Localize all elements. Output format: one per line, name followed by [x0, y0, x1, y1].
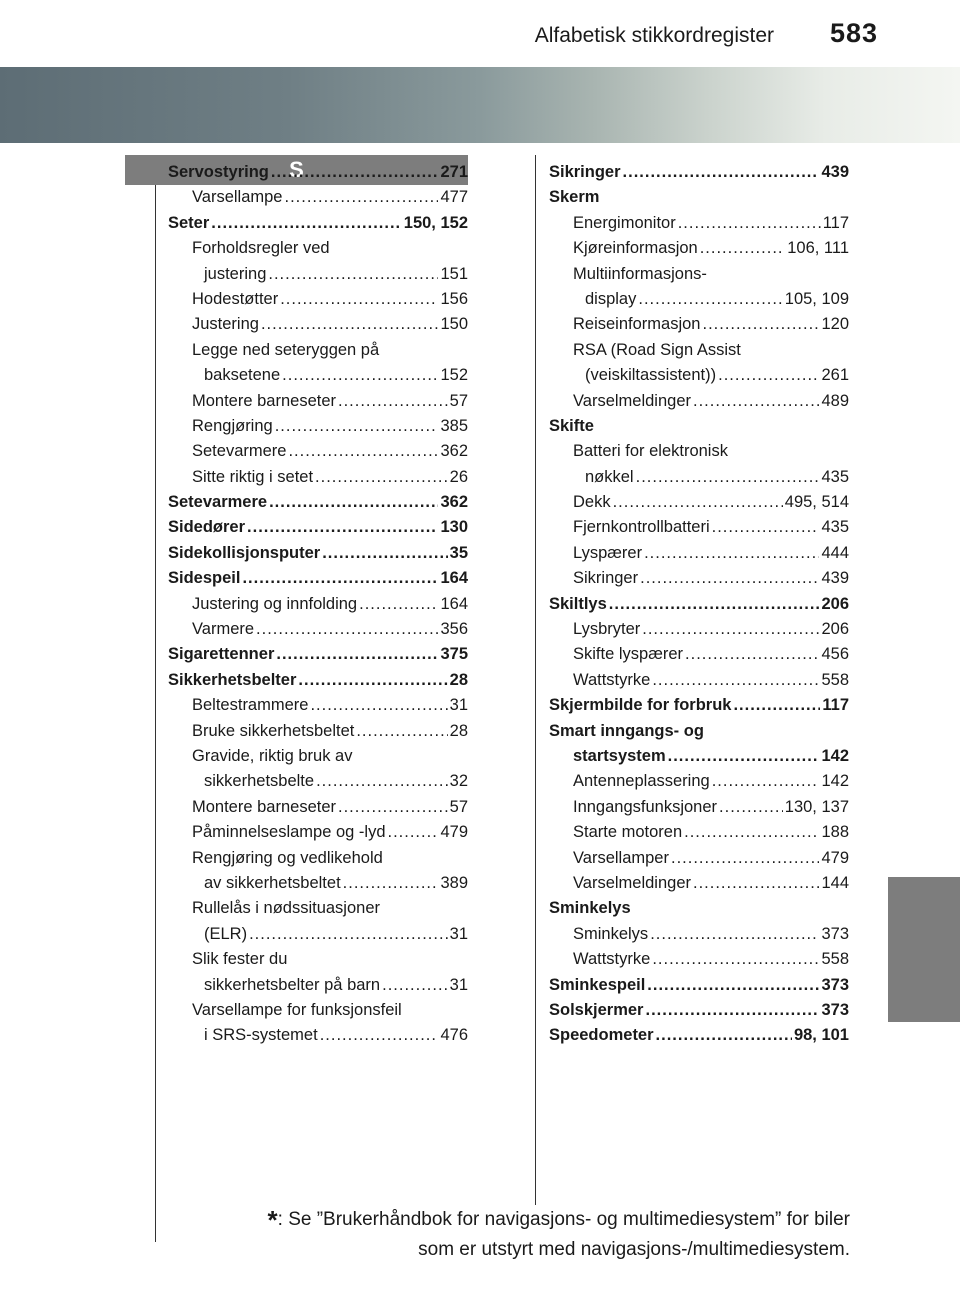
- index-entry-page: 130: [440, 518, 468, 537]
- index-entry: [168, 846, 468, 871]
- index-column-right: [549, 160, 849, 1049]
- index-entry: [549, 414, 849, 439]
- index-entry-page: 362: [440, 493, 468, 512]
- index-entry-page: 375: [440, 645, 468, 664]
- index-entry-term: Sikringer: [549, 163, 621, 181]
- header-title: Alfabetisk stikkordregister: [534, 24, 774, 47]
- index-entry-term: sikkerhetsbelte: [204, 772, 315, 791]
- index-entry: [549, 262, 849, 287]
- index-entry-leader: [269, 490, 438, 515]
- index-entry-term: Skjermbilde for forbruk: [549, 696, 732, 715]
- index-entry: [549, 922, 849, 947]
- index-entry-page: 188: [821, 823, 849, 842]
- index-entry: [168, 871, 468, 896]
- index-entry-page: 150, 152: [403, 213, 468, 232]
- index-entry: [549, 465, 849, 490]
- index-entry-term: Rullelås i nødssituasjoner: [192, 899, 381, 918]
- index-entry-leader: [712, 769, 820, 794]
- index-entry-leader: [712, 515, 820, 540]
- index-entry-leader: [652, 668, 819, 693]
- index-entry-term: Sidekollisjonsputer: [168, 543, 321, 562]
- index-entry-term: Bruke sikkerhetsbeltet: [192, 721, 355, 740]
- index-entry: [168, 973, 468, 998]
- index-entry-page: 356: [440, 620, 468, 639]
- index-entry-term: Varsellamper: [573, 848, 669, 867]
- index-entry: [168, 312, 468, 337]
- index-entry-page: 164: [440, 569, 468, 588]
- index-entry-page: 477: [440, 188, 468, 207]
- index-entry-leader: [320, 1023, 439, 1048]
- index-entry-page: 476: [440, 1026, 468, 1045]
- index-entry: [168, 414, 468, 439]
- index-entry-page: 456: [821, 645, 849, 664]
- index-entry-page: 271: [440, 163, 468, 181]
- index-entry: [549, 439, 849, 464]
- index-entry-leader: [242, 566, 438, 591]
- index-entry-leader: [356, 719, 447, 744]
- index-entry-term: Antenneplassering: [573, 772, 710, 791]
- index-entry-page: 120: [821, 315, 849, 334]
- index-entry-page: 35: [449, 543, 468, 562]
- index-entry-leader: [645, 998, 819, 1023]
- index-entry-term: startsystem: [573, 746, 666, 765]
- index-entry: [168, 592, 468, 617]
- index-entry-leader: [316, 769, 448, 794]
- index-entry-leader: [685, 642, 819, 667]
- index-entry-page: 373: [821, 975, 849, 994]
- index-entry: [549, 363, 849, 388]
- index-entry-page: 385: [440, 416, 468, 435]
- index-entry-term: display: [585, 289, 637, 308]
- index-entry-page: 373: [821, 924, 849, 943]
- index-entry-term: Rengjøring: [192, 416, 273, 435]
- index-entry-leader: [671, 846, 819, 871]
- index-entry-term: RSA (Road Sign Assist: [573, 340, 741, 359]
- index-entry-leader: [282, 363, 438, 388]
- index-entry: [168, 947, 468, 972]
- index-entry: [549, 719, 849, 744]
- page-number: 583: [829, 18, 878, 48]
- index-entry: [168, 236, 468, 261]
- index-entry: [549, 693, 849, 718]
- index-entry-page: 150: [440, 315, 468, 334]
- index-entry-leader: [280, 287, 438, 312]
- index-entry: [549, 795, 849, 820]
- index-entry-page: 435: [821, 518, 849, 537]
- index-entry: [168, 1023, 468, 1048]
- index-entry-term: Beltestrammere: [192, 696, 309, 715]
- index-entry: [168, 465, 468, 490]
- index-entry-term: Varsellampe: [192, 188, 283, 207]
- index-entry-term: Smart inngangs- og: [549, 721, 704, 740]
- index-entry: [549, 642, 849, 667]
- index-entry: [168, 922, 468, 947]
- index-entry-page: 31: [449, 924, 468, 943]
- index-entry: [168, 998, 468, 1023]
- index-entry-term: Sidespeil: [168, 569, 241, 588]
- index-entry: [168, 541, 468, 566]
- index-entry: [549, 566, 849, 591]
- index-entry-term: Starte motoren: [573, 823, 683, 842]
- index-entry-page: 558: [821, 950, 849, 969]
- index-entry-page: 206: [821, 620, 849, 639]
- index-entry-leader: [644, 541, 819, 566]
- index-entry-page: 151: [440, 264, 468, 283]
- index-entry-page: 495, 514: [784, 493, 849, 512]
- index-entry-term: Seter: [168, 213, 210, 232]
- index-entry-leader: [298, 668, 447, 693]
- index-entry-term: Speedometer: [549, 1026, 654, 1045]
- index-entry-term: Varsellampe for funksjonsfeil: [192, 1000, 402, 1019]
- index-entry-term: Skiltlys: [549, 594, 607, 613]
- index-entry-leader: [359, 592, 438, 617]
- index-entry-term: Varselmeldinger: [573, 391, 691, 410]
- index-entry: [168, 769, 468, 794]
- index-entry-term: Montere barneseter: [192, 797, 336, 816]
- index-entry-term: Skerm: [549, 188, 600, 207]
- index-entry-term: Påminnelseslampe og -lyd: [192, 823, 386, 842]
- index-entry-leader: [693, 389, 819, 414]
- index-entry: [168, 211, 468, 236]
- index-entry-term: Inngangsfunksjoner: [573, 797, 718, 816]
- index-entry-leader: [338, 389, 448, 414]
- index-entry-term: Lysbryter: [573, 620, 641, 639]
- index-entry-leader: [382, 973, 448, 998]
- index-entry: [168, 439, 468, 464]
- index-entry: [549, 490, 849, 515]
- index-entry: [549, 1023, 849, 1048]
- index-entry: [549, 871, 849, 896]
- index-entry-page: 130, 137: [784, 797, 849, 816]
- index-entry-leader: [678, 211, 821, 236]
- index-entry: [168, 617, 468, 642]
- index-entry-term: Gravide, riktig bruk av: [192, 746, 353, 765]
- index-entry-page: 117: [822, 213, 849, 232]
- index-entry-term: Servostyring: [168, 163, 269, 181]
- index-entry: [168, 693, 468, 718]
- index-entry-page: 373: [821, 1000, 849, 1019]
- index-entry: [168, 515, 468, 540]
- index-entry-page: 164: [440, 594, 468, 613]
- index-entry-term: Forholdsregler ved: [192, 239, 330, 258]
- index-entry-term: Varmere: [192, 620, 255, 639]
- index-entry-leader: [642, 617, 819, 642]
- index-entry-page: 439: [821, 569, 849, 588]
- index-entry: [168, 566, 468, 591]
- index-entry: [549, 668, 849, 693]
- index-entry-page: 444: [821, 543, 849, 562]
- index-entry: [549, 515, 849, 540]
- index-entry-term: Sminkelys: [549, 899, 631, 918]
- index-entry-page: 144: [821, 873, 849, 892]
- index-entry-leader: [288, 439, 438, 464]
- index-entry-page: 389: [440, 873, 468, 892]
- index-entry-page: 439: [821, 163, 849, 181]
- footnote-line-2: som er utstyrt med navigasjons-/multimediesystem.: [418, 1239, 850, 1260]
- index-entry-term: Sitte riktig i setet: [192, 467, 314, 486]
- index-entry-leader: [343, 871, 439, 896]
- index-entry-page: 26: [449, 467, 468, 486]
- index-entry-page: 435: [821, 467, 849, 486]
- index-entry-page: 105, 109: [784, 289, 849, 308]
- index-entry-page: 156: [440, 289, 468, 308]
- index-entry-term: Setevarmere: [192, 442, 287, 461]
- index-entry-term: Justering: [192, 315, 259, 334]
- index-entry-term: Legge ned seteryggen på: [192, 340, 380, 359]
- index-entry-term: Justering og innfolding: [192, 594, 358, 613]
- index-entry-term: Sminkespeil: [549, 975, 646, 994]
- index-entry-term: av sikkerhetsbeltet: [204, 873, 341, 892]
- index-entry-page: 28: [449, 670, 468, 689]
- index-entry-leader: [310, 693, 447, 718]
- index-entry: [549, 287, 849, 312]
- index-entry-term: Energimonitor: [573, 213, 676, 232]
- index-entry-term: Dekk: [573, 493, 611, 512]
- index-entry-leader: [211, 211, 401, 236]
- index-entry-term: Solskjermer: [549, 1000, 644, 1019]
- index-entry: [168, 896, 468, 921]
- index-entry-term: Sidedører: [168, 518, 246, 537]
- index-entry-leader: [315, 465, 448, 490]
- index-entry-page: 479: [821, 848, 849, 867]
- index-entry: [168, 338, 468, 363]
- index-entry-term: Hodestøtter: [192, 289, 279, 308]
- index-entry-term: Sikringer: [573, 569, 639, 588]
- index-entry-page: 558: [821, 670, 849, 689]
- index-entry: [168, 795, 468, 820]
- index-entry-page: 152: [440, 366, 468, 385]
- index-entry: [549, 160, 849, 185]
- index-entry-term: Multiinformasjons-: [573, 264, 707, 283]
- index-entry-term: Kjøreinformasjon: [573, 239, 698, 258]
- index-entry-leader: [693, 871, 819, 896]
- index-entry-leader: [261, 312, 439, 337]
- index-entry-term: Fjernkontrollbatteri: [573, 518, 710, 537]
- index-entry-page: 489: [821, 391, 849, 410]
- index-entry-page: 117: [822, 696, 849, 715]
- index-entry-page: 261: [821, 366, 849, 385]
- index-entry-leader: [702, 312, 819, 337]
- index-entry: [549, 592, 849, 617]
- index-entry-leader: [656, 1023, 792, 1048]
- index-entry-leader: [733, 693, 820, 718]
- index-entry-leader: [684, 820, 819, 845]
- index-entry-page: 57: [449, 391, 468, 410]
- index-entry-leader: [623, 160, 820, 185]
- index-entry-page: 142: [821, 772, 849, 791]
- index-entry: [168, 185, 468, 210]
- index-entry: [549, 389, 849, 414]
- index-entry: [168, 820, 468, 845]
- index-entry: [168, 719, 468, 744]
- section-letter-header: S: [125, 155, 468, 185]
- footnote-line-1: [210, 1205, 850, 1235]
- index-entry-term: Wattstyrke: [573, 670, 651, 689]
- index-entry: [168, 160, 468, 185]
- index-entry-term: Skifte: [549, 416, 594, 435]
- index-entry-term: Rengjøring og vedlikehold: [192, 848, 383, 867]
- index-entry-leader: [276, 642, 438, 667]
- index-entry: [549, 896, 849, 921]
- index-entry-page: 98, 101: [793, 1026, 849, 1045]
- footnote-text-1: : Se ”Brukerhåndbok for navigasjons- og multimediesystem” for biler: [277, 1209, 850, 1230]
- index-entry: [168, 363, 468, 388]
- index-entry-term: Sikkerhetsbelter: [168, 670, 297, 689]
- index-entry-term: (veiskiltassistent)): [585, 366, 717, 385]
- index-entry-leader: [650, 922, 819, 947]
- index-entry-page: 362: [440, 442, 468, 461]
- index-entry-leader: [609, 592, 820, 617]
- index-entry: [549, 947, 849, 972]
- index-entry: [168, 642, 468, 667]
- index-entry-page: 32: [449, 772, 468, 791]
- index-entry-page: 31: [449, 975, 468, 994]
- column-divider: [535, 155, 536, 1205]
- footnote: [210, 1205, 850, 1265]
- index-entry-page: 106, 111: [787, 239, 849, 258]
- index-entry-term: Setevarmere: [168, 493, 268, 512]
- index-entry: [168, 744, 468, 769]
- footnote-marker: *: [267, 1205, 278, 1235]
- index-entry-leader: [718, 363, 819, 388]
- index-entry-leader: [668, 744, 820, 769]
- index-entry: [549, 236, 849, 261]
- index-entry-page: 57: [449, 797, 468, 816]
- index-entry-term: Slik fester du: [192, 950, 288, 969]
- index-entry-term: (ELR): [204, 924, 248, 943]
- left-column-rule: [155, 185, 156, 1242]
- index-entry: [549, 211, 849, 236]
- index-entry-term: Montere barneseter: [192, 391, 336, 410]
- index-entry: [549, 541, 849, 566]
- index-entry: [549, 769, 849, 794]
- index-entry-page: 28: [449, 721, 468, 740]
- index-entry: [168, 490, 468, 515]
- index-entry-leader: [322, 541, 447, 566]
- index-entry: [549, 617, 849, 642]
- index-entry: [549, 185, 849, 210]
- index-entry-page: 142: [821, 746, 849, 765]
- index-entry: [549, 846, 849, 871]
- index-entry-page: 31: [449, 696, 468, 715]
- index-entry-leader: [256, 617, 438, 642]
- index-entry-leader: [719, 795, 783, 820]
- index-entry-page: 206: [821, 594, 849, 613]
- header-banner: [0, 67, 960, 143]
- index-entry-leader: [388, 820, 439, 845]
- index-entry-leader: [640, 566, 819, 591]
- index-entry-term: sikkerhetsbelter på barn: [204, 975, 381, 994]
- index-entry: [168, 668, 468, 693]
- index-entry-term: Batteri for elektronisk: [573, 442, 728, 461]
- index-entry-leader: [249, 922, 448, 947]
- index-entry-leader: [271, 160, 439, 185]
- index-entry-term: justering: [204, 264, 267, 283]
- section-thumb-tab: [888, 877, 960, 1022]
- index-entry: [168, 389, 468, 414]
- index-entry: [549, 820, 849, 845]
- index-entry-leader: [275, 414, 439, 439]
- index-entry: [168, 262, 468, 287]
- index-entry: [549, 744, 849, 769]
- index-entry-term: Varselmeldinger: [573, 873, 691, 892]
- index-entry-leader: [247, 515, 438, 540]
- index-entry-term: Reiseinformasjon: [573, 315, 701, 334]
- index-entry-term: Wattstyrke: [573, 950, 651, 969]
- index-entry-term: Sigarettenner: [168, 645, 275, 664]
- index-entry-term: nøkkel: [585, 467, 634, 486]
- page-header: [0, 0, 960, 60]
- index-entry-term: i SRS-systemet: [204, 1026, 318, 1045]
- index-entry-leader: [636, 465, 820, 490]
- index-entry: [168, 287, 468, 312]
- index-entry: [549, 973, 849, 998]
- index-entry-term: Sminkelys: [573, 924, 649, 943]
- index-column-left: [168, 160, 468, 1049]
- index-entry-page: 479: [440, 823, 468, 842]
- index-entry-leader: [268, 262, 438, 287]
- index-entry-leader: [338, 795, 448, 820]
- index-entry-term: Lyspærer: [573, 543, 643, 562]
- index-entry-leader: [652, 947, 819, 972]
- index-entry-leader: [284, 185, 438, 210]
- index-entry-leader: [700, 236, 786, 261]
- index-entry-leader: [638, 287, 782, 312]
- index-entry: [549, 312, 849, 337]
- index-entry-leader: [613, 490, 783, 515]
- index-entry-term: baksetene: [204, 366, 281, 385]
- index-entry: [549, 338, 849, 363]
- index-entry: [549, 998, 849, 1023]
- index-entry-term: Skifte lyspærer: [573, 645, 684, 664]
- index-entry-leader: [647, 973, 819, 998]
